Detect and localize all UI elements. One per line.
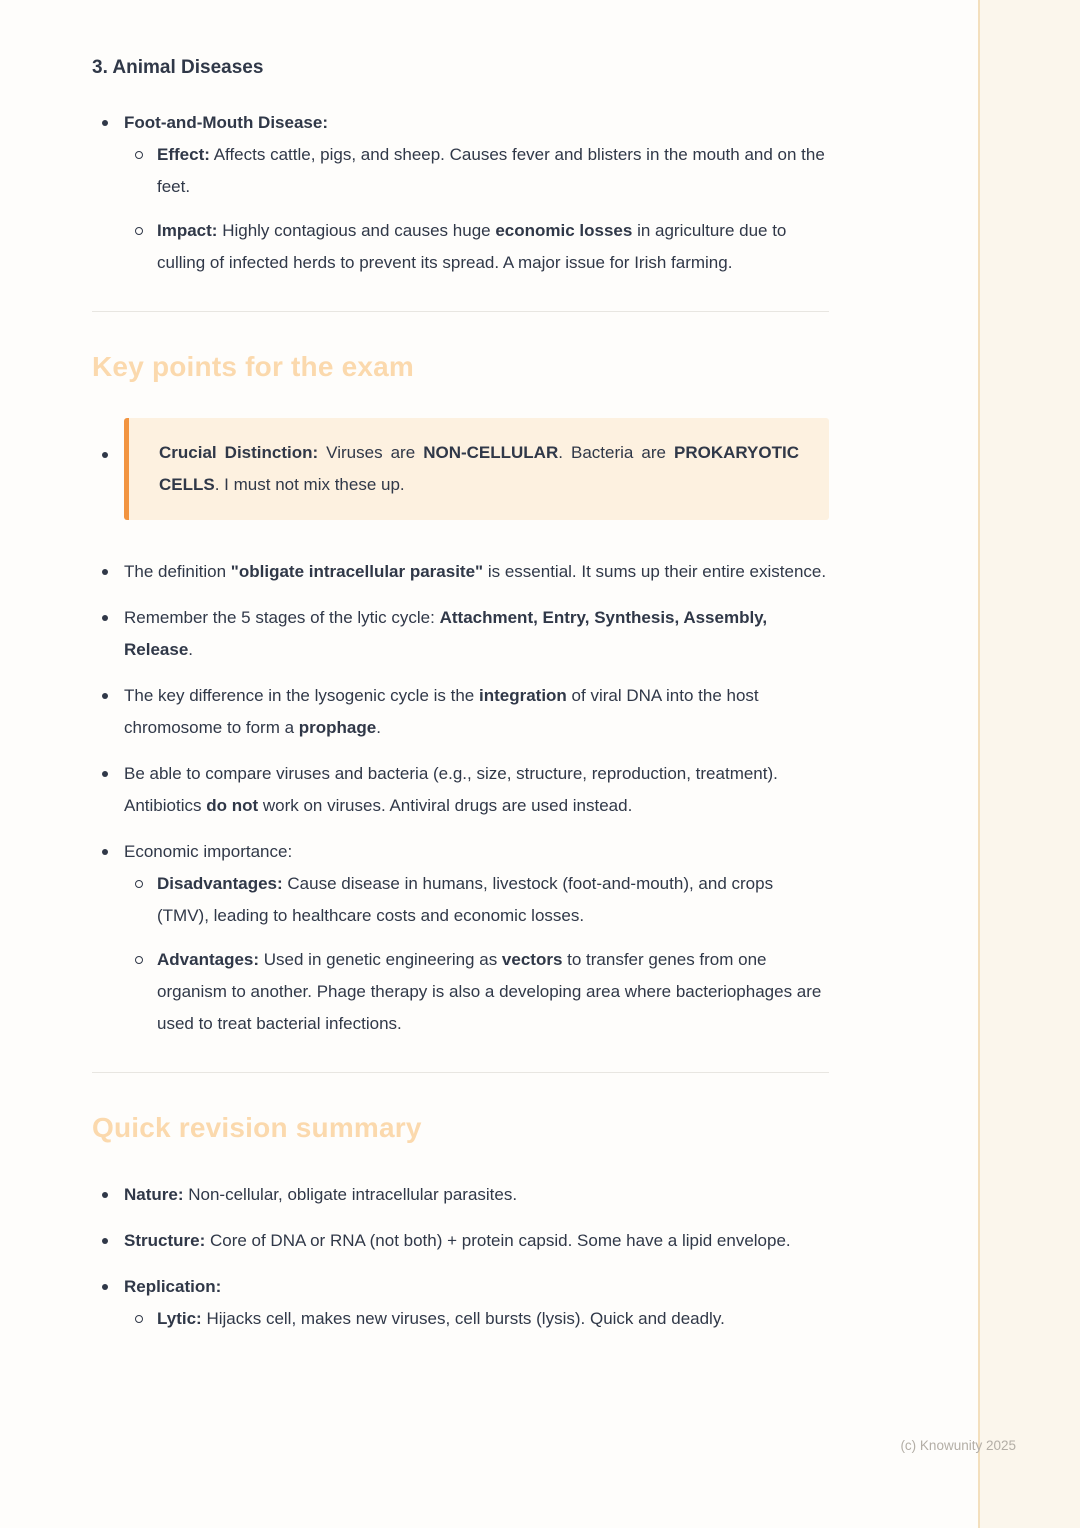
text-run: "obligate intracellular parasite" <box>230 562 484 581</box>
text-run: Non-cellular, obligate intracellular parasites. <box>183 1185 518 1204</box>
summary-nature <box>92 1179 829 1211</box>
text-run: Effect: <box>157 145 210 164</box>
text-run: The definition <box>124 562 231 581</box>
summary-structure-text <box>124 1225 829 1257</box>
key-point-compare <box>92 758 829 822</box>
summary-replication-text <box>124 1271 829 1303</box>
text-run: Hijacks cell, makes new viruses, cell bursts (lysis). Quick and deadly. <box>201 1309 725 1328</box>
summary-nature-text <box>124 1179 829 1211</box>
effect-text <box>157 139 829 203</box>
text-run: Highly contagious and causes huge <box>217 221 496 240</box>
text-run: integration <box>478 686 567 705</box>
text-run: to transfer genes from one organism to another. Phage therapy is also a developing area where bacteriophages are used to treat bacterial infections. <box>157 950 822 1033</box>
advantages-text <box>157 944 829 1040</box>
key-point-lytic-stages-text <box>124 602 829 666</box>
key-point-economic <box>92 836 829 1040</box>
heading-key-points: Key points for the exam <box>92 351 415 382</box>
text-run: Viruses are <box>318 443 424 462</box>
list-item-foot-and-mouth <box>92 107 829 279</box>
key-point-definition-text <box>124 556 829 588</box>
foot-and-mouth-sublist <box>124 139 829 279</box>
list-item-lytic <box>124 1303 829 1335</box>
text-run: Lytic: <box>157 1309 202 1328</box>
text-run: do not <box>206 796 259 815</box>
copyright-watermark: (c) Knowunity 2025 <box>900 1438 1016 1453</box>
text-run: Impact: <box>157 221 218 240</box>
list-item-advantages <box>124 944 829 1040</box>
disadvantages-text <box>157 868 829 932</box>
text-run: work on viruses. Antiviral drugs are used instead. <box>258 796 633 815</box>
text-run: Cause disease in humans, livestock (foot-and-mouth), and crops (TMV), leading to healthcare costs and economic losses. <box>157 874 774 925</box>
key-point-economic-text <box>124 836 829 868</box>
text-run: Crucial Distinction: <box>159 443 319 462</box>
quick-revision-list <box>92 1179 829 1335</box>
impact-text <box>157 215 829 279</box>
text-run: Core of DNA or RNA (not both) + protein capsid. Some have a lipid envelope. <box>205 1231 791 1250</box>
text-run: of viral DNA into the host chromosome to form a <box>124 686 759 737</box>
text-run: Advantages: <box>157 950 260 969</box>
lytic-text <box>157 1303 829 1335</box>
text-run: . <box>188 640 194 659</box>
text-run: in agriculture due to culling of infected herds to prevent its spread. A major issue for Irish farming. <box>157 221 787 272</box>
page-edge-divider <box>978 0 980 1528</box>
crucial-distinction-text <box>159 437 799 501</box>
section-divider <box>92 1072 829 1073</box>
text-run: Affects cattle, pigs, and sheep. Causes fever and blisters in the mouth and on the feet. <box>157 145 825 196</box>
key-point-definition <box>92 556 829 588</box>
summary-replication <box>92 1271 829 1335</box>
text-run: Structure: <box>124 1231 206 1250</box>
list-item-impact <box>124 215 829 279</box>
text-run: Be able to compare viruses and bacteria (e.g., size, structure, reproduction, treatment). Antibiotics <box>124 764 778 815</box>
key-point-lytic-stages <box>92 602 829 666</box>
key-points-list <box>92 418 829 1040</box>
text-run: Used in genetic engineering as <box>259 950 502 969</box>
text-run: . <box>376 718 381 737</box>
list-item-effect <box>124 139 829 203</box>
text-run: NON-CELLULAR <box>423 443 559 462</box>
text-run: Economic importance: <box>124 842 293 861</box>
text-run: Replication: <box>124 1277 222 1296</box>
summary-structure <box>92 1225 829 1257</box>
notes-document <box>92 56 829 1335</box>
list-item-crucial-distinction <box>92 418 829 520</box>
text-run: Attachment, Entry, Synthesis, Assembly, Release <box>124 608 768 659</box>
text-run: vectors <box>501 950 563 969</box>
text-run: . I must not mix these up. <box>214 475 405 494</box>
economic-sublist <box>124 868 829 1040</box>
foot-and-mouth-title <box>124 107 829 139</box>
text-run: . Bacteria are <box>558 443 674 462</box>
key-point-lysogenic-text <box>124 680 829 744</box>
text-run: The key difference in the lysogenic cycle is the <box>124 686 479 705</box>
text-run: is essential. It sums up their entire existence. <box>483 562 827 581</box>
heading-quick-revision: Quick revision summary <box>92 1112 422 1143</box>
text-run: Disadvantages: <box>157 874 283 893</box>
page-margin-strip <box>980 0 1080 1528</box>
text-run: Remember the 5 stages of the lytic cycle: <box>124 608 440 627</box>
animal-diseases-list <box>92 107 829 279</box>
text-run: PROKARYOTIC CELLS <box>159 443 799 494</box>
key-point-lysogenic <box>92 680 829 744</box>
callout-crucial-distinction <box>124 418 829 520</box>
key-point-compare-text <box>124 758 829 822</box>
replication-sublist <box>124 1303 829 1335</box>
text-run: economic losses <box>495 221 633 240</box>
section-title-animal-diseases: 3. Animal Diseases <box>92 57 264 78</box>
list-item-disadvantages <box>124 868 829 932</box>
text-run: Foot-and-Mouth Disease: <box>124 113 328 132</box>
section-divider <box>92 311 829 312</box>
text-run: prophage <box>298 718 377 737</box>
text-run: Nature: <box>124 1185 184 1204</box>
